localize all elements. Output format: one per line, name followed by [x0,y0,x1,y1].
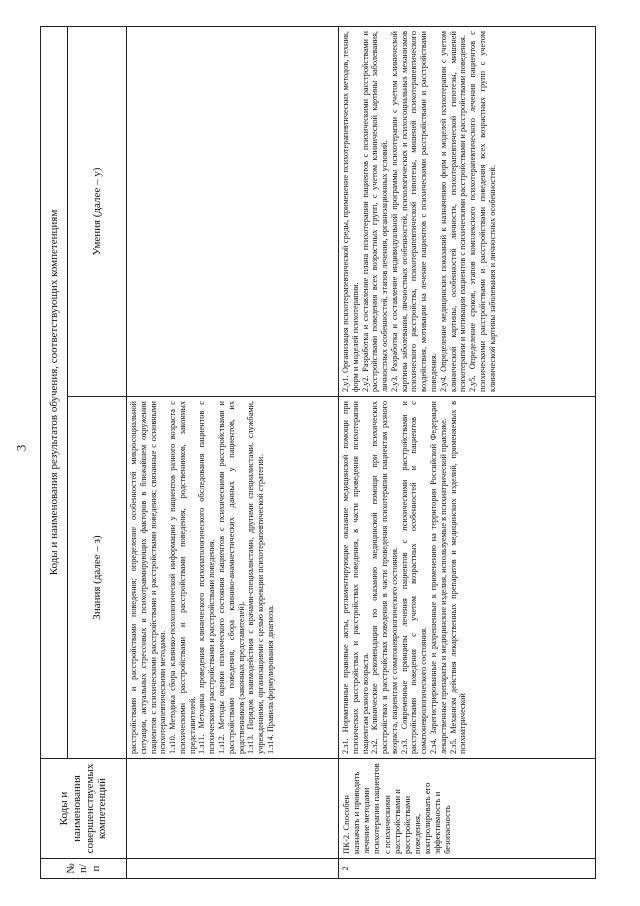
table-row-continuation [127,27,339,879]
header-num: № п/п [41,859,127,879]
header-skills: Умения (далее – у) [68,27,127,397]
knowledge-cell [339,397,596,759]
page-number: 3 [13,444,29,452]
cont-skills-cell [127,27,339,397]
knowledge-item: 2.з1. Нормативные правовые акты, регламентирующие оказание медицинской помощи при психических расстройствах и расстройствах поведения, в части проведения психотерапии пациентам разного возраста. [341,401,370,754]
skills-cell [339,27,596,397]
knowledge-item: 1.з13. Порядок взаимодействия с врачами-специалистами, другими специалистами, службами, учреждениями, организациями с целью коррекции психотерапевтической стратегии. [246,401,266,754]
cont-num-cell [127,859,339,879]
rotated-page [40,27,596,879]
skill-item: 2.у5. Определение сроков, этапов комплексного психотерапевтического лечения пациентов с психическими расстройствами и расстройствами поведения всех возрастных групп с учетом клинической картины заболевания и личностных особенностей. [468,31,497,392]
header-row-top [41,27,68,879]
skill-item: 2.у2. Разработка и составление плана психотерапии пациентов с психическими расстройствами и расстройствами поведения всех возрастных групп, с учетом клинической картины заболевания, личностных особенностей, этапов лечения, организационных условий. [360,31,390,392]
knowledge-item: 2.з3. Современные принципы лечения пациентов с психическими расстройствами и расстройствами поведения с учетом возрастных особенностей и пациентов с соматоневрологического состояния. [399,401,429,754]
knowledge-item: 1.з11. Методика проведения клинического психопатологического обследования пациентов с психическими расстройствами и расстройствами поведения. [197,401,217,754]
cont-knowledge-cell [127,397,339,759]
competency-code: ПК-2. Способен назначать и проводить лечение методами психотерапии пациентов с психическими расстройствами и расстройствами поведения, контролировать его эффективность и безопасность [339,759,596,859]
skill-item: 2.у1. Организация психотерапевтической среды, применение психотерапевтических методов, техник, форм и моделей психотерапии. [341,31,360,392]
knowledge-item: 1.з10. Методика сбора клинико-психологической информации у пациентов разного возраста с психическими расстройствами и расстройствами поведения, родственников, законных представителей. [168,401,197,754]
header-row-sub [68,27,127,879]
competencies-table [40,26,596,879]
skill-item: 2.у4. Определение медицинских показаний к назначению форм и моделей психотерапии с учетом клинической картины, особенностей личности, психотерапевтической гипотезы, мишеней психотерапии и мотивации пациентов с психическими расстройствами и расстройствами поведения. [438,31,468,392]
skill-item: 2.у3. Разработка и составление индивидуальной программы психотерапии с учетом клинической картины заболевания, личностных особенностей, психологических и психосоциальных механизмов психического расстройства, психотерапевтической гипотезы, мишеней психотерапевтического воздействия, мотивации на лечение пациентов с психическими расстройствами и расстройствами поведения. [389,31,439,392]
row-number: 2 [339,859,596,879]
knowledge-item: 2.з2. Клинические рекомендации по оказанию медицинской помощи при психических расстройствах и расстройствах поведения в части проведения психотерапии пациентам разного возраста, пациентам с соматоневрологического состояния. [370,401,399,754]
knowledge-item: расстройствами и расстройствами поведения; определение особенностей микросоциальной ситуации, актуальных стрессовых и психотравмирующих факторов в ближайшем окружении пациентов с психическими расстройствами и расстройствами поведения; связанные с основными психотерапевтическими методами. [129,401,168,754]
cont-code-cell [127,759,339,859]
knowledge-item: 1.з14. Правила формулирования диагноза. [265,604,275,754]
table-row-2 [339,27,596,879]
knowledge-item: 1.з12. Методы оценки психического состояния пациентов с психическими расстройствами и расстройствами поведения, сбора клинико-анамнестических данных у пациентов, их родственников (законных представителей). [217,401,246,754]
header-results: Коды и наименования результатов обучения, соответствующих компетенциям [41,27,68,759]
header-knowledge: Знания (далее – з) [68,397,127,759]
knowledge-item: 2.з5. Механизм действия лекарственных препаратов и медицинских изделий, применяемых в психиатрической [448,401,468,754]
knowledge-item: 2.з4. Зарегистрированные и разрешенные к применению на территории Российской Федерации лекарственные препараты и медицинские изделия, используемые в психиатрической практике. [429,401,448,754]
header-code: Коды и наименования совершенствуемых компетенций [41,759,127,859]
